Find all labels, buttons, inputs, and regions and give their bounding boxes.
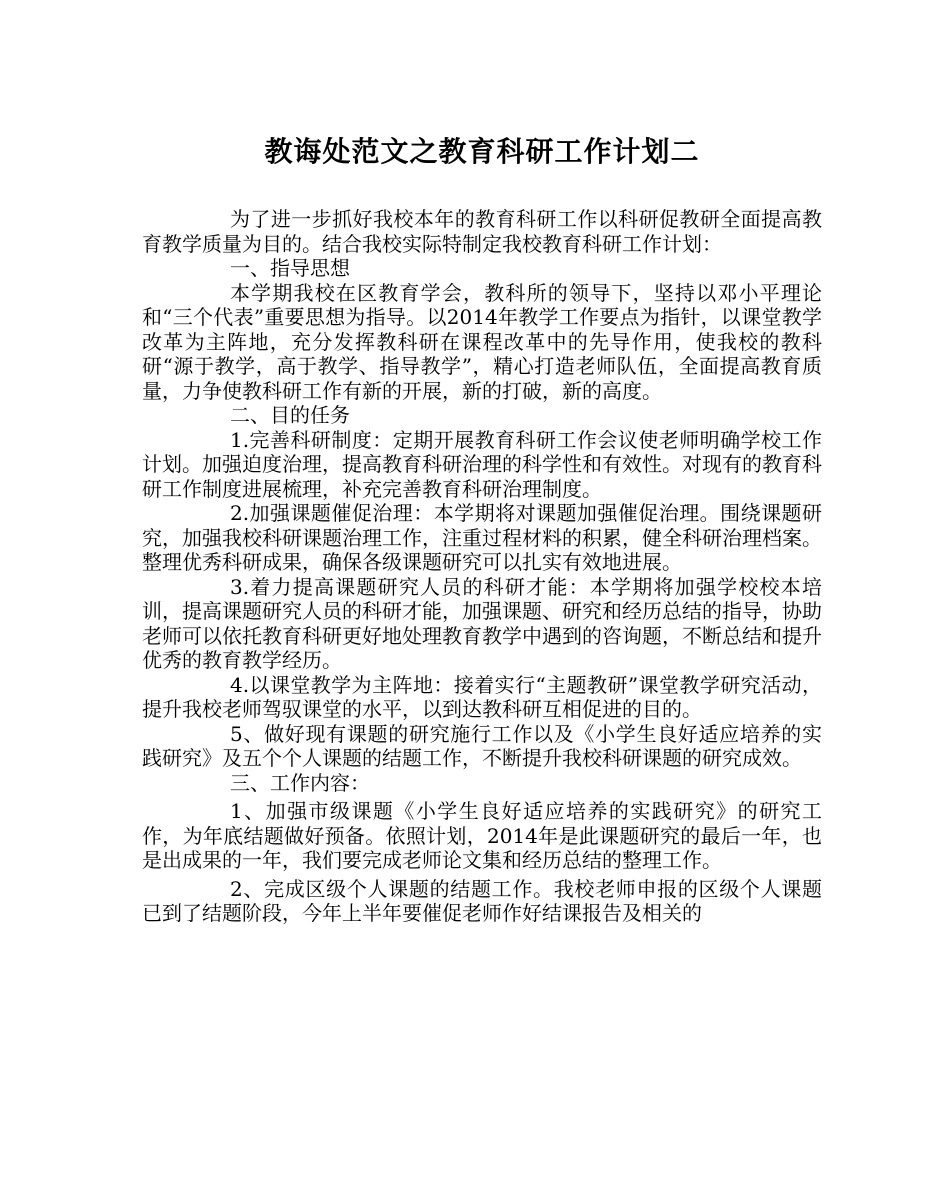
- paragraph-intro: 为了进一步抓好我校本年的教育科研工作以科研促教研全面提高教育教学质量为目的。结合我校实际特制定我校教育科研工作计划：: [142, 207, 822, 256]
- paragraph-guiding-thought: 本学期我校在区教育学会，教科所的领导下，坚持以邓小平理论和“三个代表”重要思想为指导。以2014年教学工作要点为指针，以课堂教学改革为主阵地，充分发挥教科研在课程改革中的先导作用，使我校的教科研“源于教学，高于教学、指导教学”，精心打造老师队伍，全面提高教育质量，力争使教科研工作有新的开展，新的打破，新的高度。: [142, 280, 822, 403]
- paragraph-goal-5: 5、做好现有课题的研究施行工作以及《小学生良好适应培养的实践研究》及五个个人课题的结题工作，不断提升我校科研课题的研究成效。: [142, 721, 822, 770]
- document-page: [142, 0, 822, 926]
- heading-goals-tasks: 二、目的任务: [230, 403, 350, 427]
- paragraph-goal-1: 1.完善科研制度：定期开展教育科研工作会议使老师明确学校工作计划。加强迫度治理，提高教育科研治理的科学性和有效性。对现有的教育科研工作制度进展梳理，补充完善教育科研治理制度。: [142, 427, 822, 501]
- document-body: [142, 207, 822, 926]
- heading-guiding-thought: 一、指导思想: [230, 256, 350, 280]
- paragraph-work-1: 1、加强市级课题《小学生良好适应培养的实践研究》的研究工作，为年底结题做好预备。依照计划，2014年是此课题研究的最后一年，也是出成果的一年，我们要完成老师论文集和经历总结的整理工作。: [142, 799, 822, 872]
- paragraph-goal-2: 2.加强课题催促治理：本学期将对课题加强催促治理。围绕课题研究，加强我校科研课题治理工作，注重过程材料的积累，健全科研治理档案。整理优秀科研成果，确保各级课题研究可以扎实有效地进展。: [142, 501, 822, 574]
- paragraph-work-2: 2、完成区级个人课题的结题工作。我校老师申报的区级个人课题已到了结题阶段，今年上半年要催促老师作好结课报告及相关的: [142, 876, 822, 925]
- paragraph-goal-4: 4.以课堂教学为主阵地：接着实行“主题教研”课堂教学研究活动，提升我校老师驾驭课堂的水平，以到达教科研互相促进的目的。: [142, 672, 822, 721]
- document-title: 教诲处范文之教育科研工作计划二: [264, 135, 700, 168]
- paragraph-goal-3: 3.着力提高课题研究人员的科研才能：本学期将加强学校校本培训，提高课题研究人员的科研才能，加强课题、研究和经历总结的指导，协助老师可以依托教育科研更好地处理教育教学中遇到的咨询题，不断总结和提升优秀的教育教学经历。: [142, 574, 822, 672]
- heading-work-content: 三、工作内容：: [230, 770, 370, 795]
